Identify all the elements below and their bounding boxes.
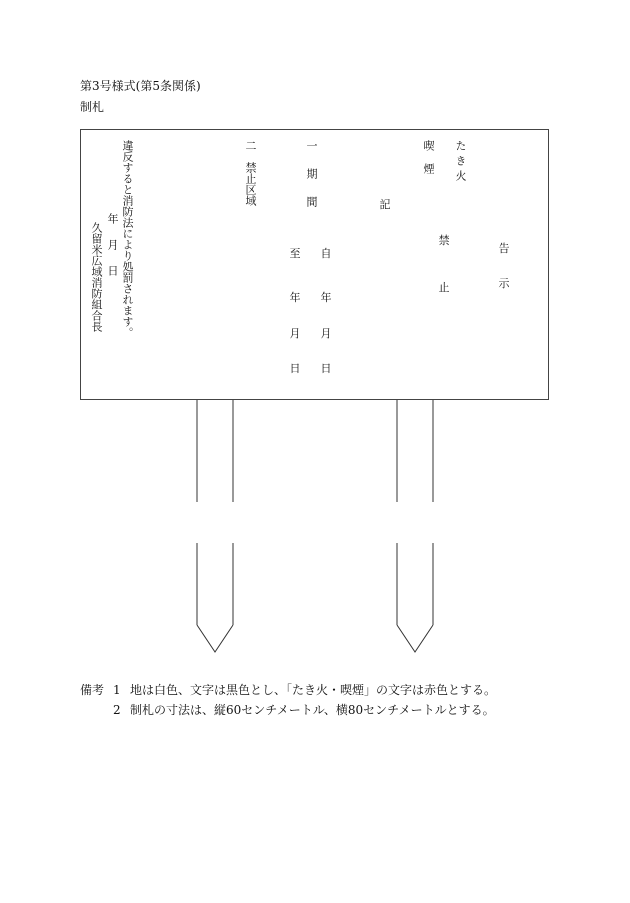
note-1-number: 1 bbox=[113, 683, 121, 697]
note-1-text: 地は白色、文字は黒色とし、「たき火・喫煙」の文字は赤色とする。 bbox=[130, 683, 497, 697]
left-post-tip bbox=[197, 625, 233, 652]
subtitle: 制札 bbox=[80, 100, 105, 114]
from-day: 日 bbox=[320, 362, 332, 375]
from-year: 年 bbox=[320, 291, 332, 304]
notes-label: 備考 bbox=[80, 683, 105, 697]
warning-text: 違反すると消防法により処罰されます。 bbox=[121, 140, 134, 338]
to-year: 年 bbox=[289, 291, 301, 304]
sign-title-kitsuen: 喫煙 bbox=[422, 140, 435, 186]
ki-label: 記 bbox=[379, 198, 391, 211]
from-label: 自 bbox=[320, 247, 332, 260]
form-title: 第3号様式(第5条関係) bbox=[80, 79, 201, 93]
notice-char-2: 示 bbox=[498, 277, 510, 290]
from-month: 月 bbox=[320, 327, 332, 340]
to-label: 至 bbox=[289, 247, 301, 260]
note-2-number: 2 bbox=[113, 703, 121, 717]
note-2-text: 制札の寸法は、縦60センチメートル、横80センチメートルとする。 bbox=[130, 703, 495, 717]
prohibition-char-1: 禁 bbox=[438, 234, 450, 247]
authority-name: 久留米広域消防組合長 bbox=[90, 222, 103, 332]
to-month: 月 bbox=[289, 327, 301, 340]
right-post-tip bbox=[397, 625, 433, 652]
sign-title-takibi: たき火 bbox=[454, 140, 467, 185]
notice-char-1: 告 bbox=[498, 242, 510, 255]
period-label: 一 期 間 bbox=[305, 140, 318, 210]
to-day: 日 bbox=[289, 362, 301, 375]
issue-date: 年 月 日 bbox=[106, 213, 119, 278]
prohibition-char-2: 止 bbox=[438, 281, 450, 294]
area-label: 二 禁止区域 bbox=[244, 140, 257, 206]
